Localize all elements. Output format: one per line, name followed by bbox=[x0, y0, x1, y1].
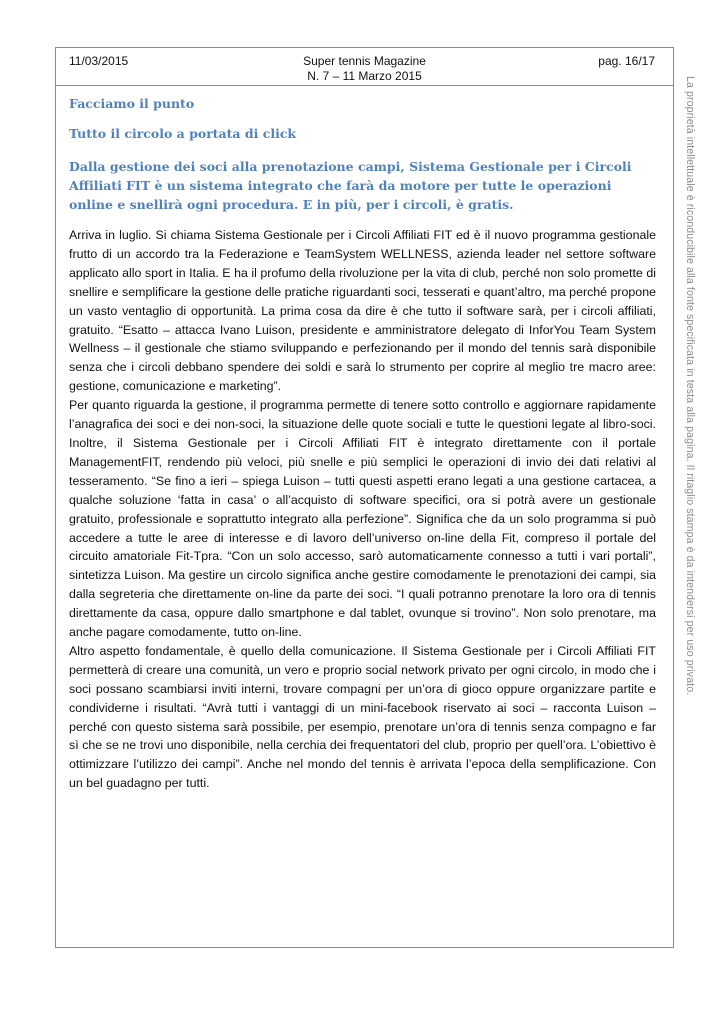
header-page-number: pag. 16/17 bbox=[598, 54, 655, 68]
article-section: Facciamo il punto bbox=[69, 96, 195, 111]
article-body bbox=[69, 226, 656, 793]
page-frame bbox=[55, 47, 674, 948]
header-issue: N. 7 – 11 Marzo 2015 bbox=[307, 69, 422, 83]
copyright-side-note bbox=[684, 76, 708, 721]
copyright-side-text: La proprietà intellettuale è riconducibile alla fonte specificata in testa alla pagina. Il ritaglio stampa è da intendersi per uso privato. bbox=[684, 76, 696, 696]
page-header bbox=[56, 48, 673, 86]
header-magazine: Super tennis Magazine bbox=[303, 54, 426, 68]
article bbox=[69, 96, 656, 793]
article-lead: Dalla gestione dei soci alla prenotazione campi, Sistema Gestionale per i Circoli Affiliati FIT è un sistema integrato che farà da motore per tutte le operazioni online e snellirà ogni procedura. E in più, per i circoli, è gratis. bbox=[69, 159, 632, 212]
article-paragraph: Per quanto riguarda la gestione, il programma permette di tenere sotto controllo e aggiornare rapidamente l’anagrafica dei soci e dei non-soci, la situazione delle quote sociali e tutte le questioni legate al libro-soci. Inoltre, il Sistema Gestionale per i Circoli Affiliati FIT è integrato direttamente con il portale ManagementFIT, rendendo più veloci, più snelle e più semplici le operazioni di invio dei dati relativi al tesseramento. “Se fino a ieri – spiega Luison – tutti questi aspetti erano legati a una gestione cartacea, a qualche soluzione ‘fatta in casa’ o all’acquisto di software specifici, ora si potrà avere un gestionale gratuito, professionale e soprattutto integrato alla perfezione”. Significa che da un solo programma si può accedere a tutte le aree di interesse e di lavoro dell’universo on-line della Fit, compreso il portale del circuito amatoriale Fit-Tpra. “Con un solo accesso, sarò automaticamente connesso a tutti i vari portali”, sintetizza Luison. Ma gestire un circolo significa anche gestire comodamente le prenotazioni dei campi, sia dalla segreteria che direttamente on-line da parte dei soci. “I quali potranno prenotare la loro ora di tennis direttamente da casa, oppure dallo smartphone e dal tablet, ovunque si trovino”. Non solo prenotare, ma anche pagare comodamente, tutto on-line. bbox=[69, 398, 656, 640]
header-date: 11/03/2015 bbox=[69, 54, 129, 68]
article-title: Tutto il circolo a portata di click bbox=[69, 126, 297, 141]
article-paragraph: Altro aspetto fondamentale, è quello della comunicazione. Il Sistema Gestionale per i Circoli Affiliati FIT permetterà di creare una comunità, un vero e proprio social network privato per ogni circolo, in modo che i soci possano scambiarsi inviti interni, trovare compagni per un’ora di gioco oppure organizzare partite e condividerne i risultati. “Avrà tutti i vantaggi di un mini-facebook riservato ai soci – racconta Luison – perché con questo sistema sarà possibile, per esempio, prenotare un’ora di tennis senza compagno e far sì che se ne trovi uno disponibile, nella cerchia dei frequentatori del club, proprio per quell’ora. L’obiettivo è ottimizzare l’utilizzo dei campi”. Anche nel mondo del tennis è arrivata l’epoca della semplificazione. Con un bel guadagno per tutti. bbox=[69, 643, 656, 791]
article-paragraph: Arriva in luglio. Si chiama Sistema Gestionale per i Circoli Affiliati FIT ed è il nuovo programma gestionale frutto di un accordo tra la Federazione e TeamSystem WELLNESS, azienda leader nel settore software applicato allo sport in Italia. E ha il profumo della rivoluzione per la vita di club, perché non solo promette di snellire e semplificare la gestione delle pratiche riguardanti soci, tesserati e quant’altro, ma perché propone un vasto ventaglio di opportunità. La prima cosa da dire è che tutto il software sarà, per i circoli affiliati, gratuito. “Esatto – attacca Ivano Luison, presidente e amministratore delegato di InforYou Team System Wellness – il gestionale che stiamo sviluppando e perfezionando per il mondo del tennis sarà disponibile senza che i circoli debbano spendere dei soldi e sarà lo strumento per coprire al meglio tre macro aree: gestione, comunicazione e marketing”. bbox=[69, 228, 656, 394]
header-masthead bbox=[56, 54, 673, 84]
